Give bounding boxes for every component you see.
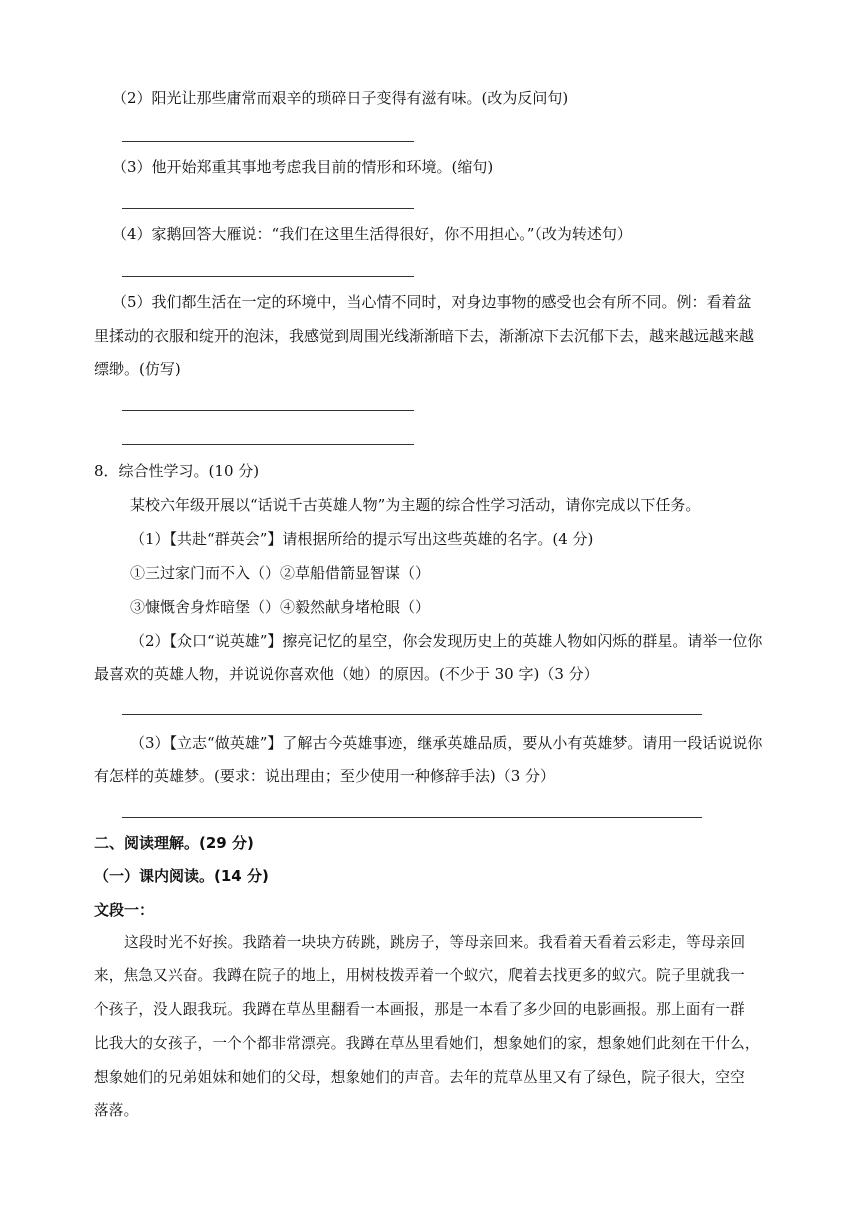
question-7-item-2: （2）阳光让那些庸常而艰辛的琐碎日子变得有滋有味。(改为反问句): [112, 89, 569, 107]
answer-blank[interactable]: [122, 276, 414, 277]
question-8-task-2-line-2: 最喜欢的英雄人物，并说说你喜欢他（她）的原因。(不少于 30 字)（3 分）: [94, 665, 599, 683]
passage-line-3: 个孩子，没人跟我玩。我蹲在草丛里翻看一本画报，那是一本看了多少回的电影画报。那上面有一群: [94, 1001, 745, 1018]
passage-line-4: 比我大的女孩子，一个个都非常漂亮。我蹲在草丛里看她们，想象她们的家，想象她们此刻在干什么，: [94, 1035, 760, 1052]
answer-blank[interactable]: [122, 817, 702, 818]
passage-label: 文段一：: [94, 901, 155, 919]
section-2-sub-heading: （一）课内阅读。(14 分): [94, 867, 269, 885]
answer-blank[interactable]: [122, 714, 702, 715]
answer-blank[interactable]: [122, 208, 414, 209]
question-8-task-3-line-1: （3）【立志“做英雄”】了解古今英雄事迹，继承英雄品质，要从小有英雄梦。请用一段话说说你: [130, 734, 763, 752]
section-2-heading: 二、阅读理解。(29 分): [94, 834, 254, 852]
question-7-item-5-line-3: 缥缈。(仿写): [94, 360, 181, 378]
answer-blank[interactable]: [122, 410, 414, 411]
answer-blank[interactable]: [122, 141, 414, 142]
question-8-task-3-line-2: 有怎样的英雄梦。(要求：说出理由；至少使用一种修辞手法)（3 分）: [94, 767, 556, 785]
passage-line-5: 想象她们的兄弟姐妹和她们的父母，想象她们的声音。去年的荒草丛里又有了绿色，院子很大，空空: [94, 1069, 745, 1086]
answer-blank[interactable]: [122, 444, 414, 445]
passage-line-1: 这段时光不好挨。我踏着一块块方砖跳，跳房子，等母亲回来。我看着天看着云彩走，等母亲回: [124, 934, 746, 951]
question-7-item-5-line-2: 里揉动的衣服和绽开的泡沫，我感觉到周围光线渐渐暗下去，渐渐凉下去沉郁下去，越来越远越来越: [94, 327, 755, 345]
question-8-task-1-row-2: ③慷慨舍身炸暗堡（）④毅然献身堵枪眼（）: [130, 598, 431, 616]
passage-line-2: 来，焦急又兴奋。我蹲在院子的地上，用树枝拨弄着一个蚁穴，爬着去找更多的蚁穴。院子里就我一: [94, 967, 745, 984]
question-8-task-1-row-1: ①三过家门而不入（）②草船借箭显智谋（）: [130, 564, 431, 582]
question-8-heading: 8．综合性学习。(10 分): [94, 462, 260, 480]
question-8-task-2-line-1: （2）【众口“说英雄”】擦亮记忆的星空，你会发现历史上的英雄人物如闪烁的群星。请举一位你: [130, 632, 763, 650]
question-7-item-3: （3）他开始郑重其事地考虑我目前的情形和环境。(缩句): [112, 158, 494, 176]
question-7-item-5-line-1: （5）我们都生活在一定的环境中，当心情不同时，对身边事物的感受也会有所不同。例：看着盆: [112, 293, 752, 311]
question-7-item-4: （4）家鹅回答大雁说：“我们在这里生活得很好，你不用担心。”（改为转述句）: [112, 225, 632, 243]
question-8-task-1: （1）【共赴“群英会”】请根据所给的提示写出这些英雄的名字。(4 分): [130, 530, 594, 548]
question-8-intro: 某校六年级开展以“话说千古英雄人物”为主题的综合性学习活动，请你完成以下任务。: [130, 496, 701, 514]
passage-line-6: 落落。: [94, 1102, 139, 1119]
